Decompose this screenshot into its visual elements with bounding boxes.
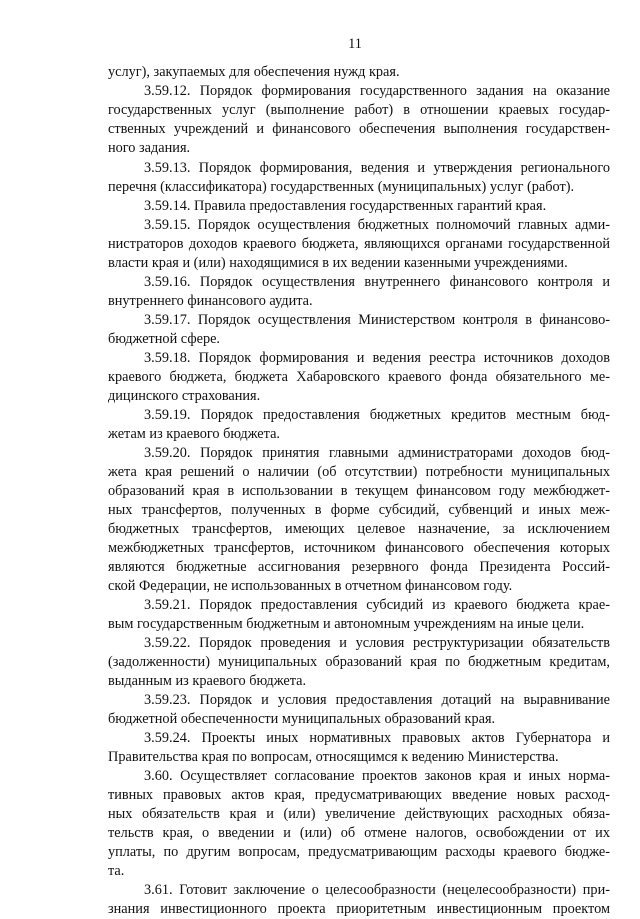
text-line: 3.59.13. Порядок формирования, ведения и утверждения регионального: [144, 160, 610, 176]
text-line: власти края и (или) находящимися в их ведении казенными учреждениями.: [108, 255, 568, 271]
text-line: государственных услуг (выполнение работ) в отношении краевых государ-: [108, 102, 610, 118]
text-line: бюджетной сфере.: [108, 331, 221, 347]
page-number: 11: [348, 36, 362, 52]
text-line: уплаты, по другим вопросам, предусматривающим расходы краевого бюдже-: [108, 844, 610, 860]
text-line: 3.59.19. Порядок предоставления бюджетных кредитов местным бюд-: [144, 407, 610, 423]
text-line: 3.59.18. Порядок формирования и ведения реестра источников доходов: [144, 350, 610, 366]
text-line: Правительства края по вопросам, относящимся к ведению Министерства.: [108, 749, 559, 765]
text-line: бюджетных трансфертов, имеющих целевое назначение, за исключением: [108, 521, 610, 537]
text-line: ных обязательств края и (или) увеличение действующих расходных обяза-: [108, 806, 610, 822]
text-line: 3.61. Готовит заключение о целесообразности (нецелесообразности) при-: [144, 882, 610, 898]
text-line: услуг), закупаемых для обеспечения нужд края.: [108, 64, 400, 80]
text-line: бюджетной обеспеченности муниципальных образований края.: [108, 711, 496, 727]
text-line: та.: [108, 863, 125, 879]
text-line: 3.59.16. Порядок осуществления внутреннего финансового контроля и: [144, 274, 610, 290]
text-line: дицинского страхования.: [108, 388, 261, 404]
text-line: ного задания.: [108, 140, 191, 156]
text-line: ской Федерации, не использованных в отчетном финансовом году.: [108, 578, 513, 594]
text-line: (задолженности) муниципальных образований края по бюджетным кредитам,: [108, 654, 610, 670]
text-line: 3.59.12. Порядок формирования государственного задания на оказание: [144, 83, 610, 99]
text-line: тивных правовых актов края, предусматривающих введение новых расход-: [108, 787, 610, 803]
text-line: жета края решений о наличии (об отсутствии) потребности муниципальных: [108, 464, 610, 480]
text-line: вым государственным бюджетным и автономным учреждениям на иные цели.: [108, 616, 585, 632]
text-line: межбюджетных трансфертов, источником финансового обеспечения которых: [108, 540, 610, 556]
text-line: ственных учреждений и финансового обеспечения выполнения государствен-: [108, 121, 610, 137]
text-line: перечня (классификатора) государственных (муниципальных) услуг (работ).: [108, 179, 575, 195]
text-line: жетам из краевого бюджета.: [108, 426, 280, 442]
text-line: 3.59.23. Порядок и условия предоставления дотаций на выравнивание: [144, 692, 610, 708]
text-line: выданным из краевого бюджета.: [108, 673, 307, 689]
text-line: тельств края, о введении и (или) об отмене налогов, освобождении от их: [108, 825, 610, 841]
text-line: 3.59.22. Порядок проведения и условия реструктуризации обязательств: [144, 635, 610, 651]
text-line: образований края в использовании в текущем финансовом году межбюджет-: [108, 483, 610, 499]
text-line: ных трансфертов, полученных в форме субсидий, субвенций и иных меж-: [108, 502, 610, 518]
text-line: знания инвестиционного проекта приоритетным инвестиционным проектом: [108, 901, 610, 917]
text-line: 3.59.21. Порядок предоставления субсидий из краевого бюджета крае-: [144, 597, 610, 613]
text-line: нистраторов доходов краевого бюджета, являющихся органами государственной: [108, 236, 610, 252]
text-line: 3.59.15. Порядок осуществления бюджетных полномочий главных адми-: [144, 217, 610, 233]
text-line: краевого бюджета, бюджета Хабаровского краевого фонда обязательного ме-: [108, 369, 610, 385]
text-line: 3.60. Осуществляет согласование проектов законов края и иных норма-: [144, 768, 610, 784]
text-line: внутреннего финансового аудита.: [108, 293, 313, 309]
text-line: 3.59.20. Порядок принятия главными администраторами доходов бюд-: [144, 445, 610, 461]
text-line: являются бюджетные ассигнования резервного фонда Президента Россий-: [108, 559, 610, 575]
text-line: 3.59.24. Проекты иных нормативных правовых актов Губернатора и: [144, 730, 610, 746]
text-line: 3.59.17. Порядок осуществления Министерством контроля в финансово-: [144, 312, 610, 328]
text-line: 3.59.14. Правила предоставления государственных гарантий края.: [144, 198, 547, 214]
